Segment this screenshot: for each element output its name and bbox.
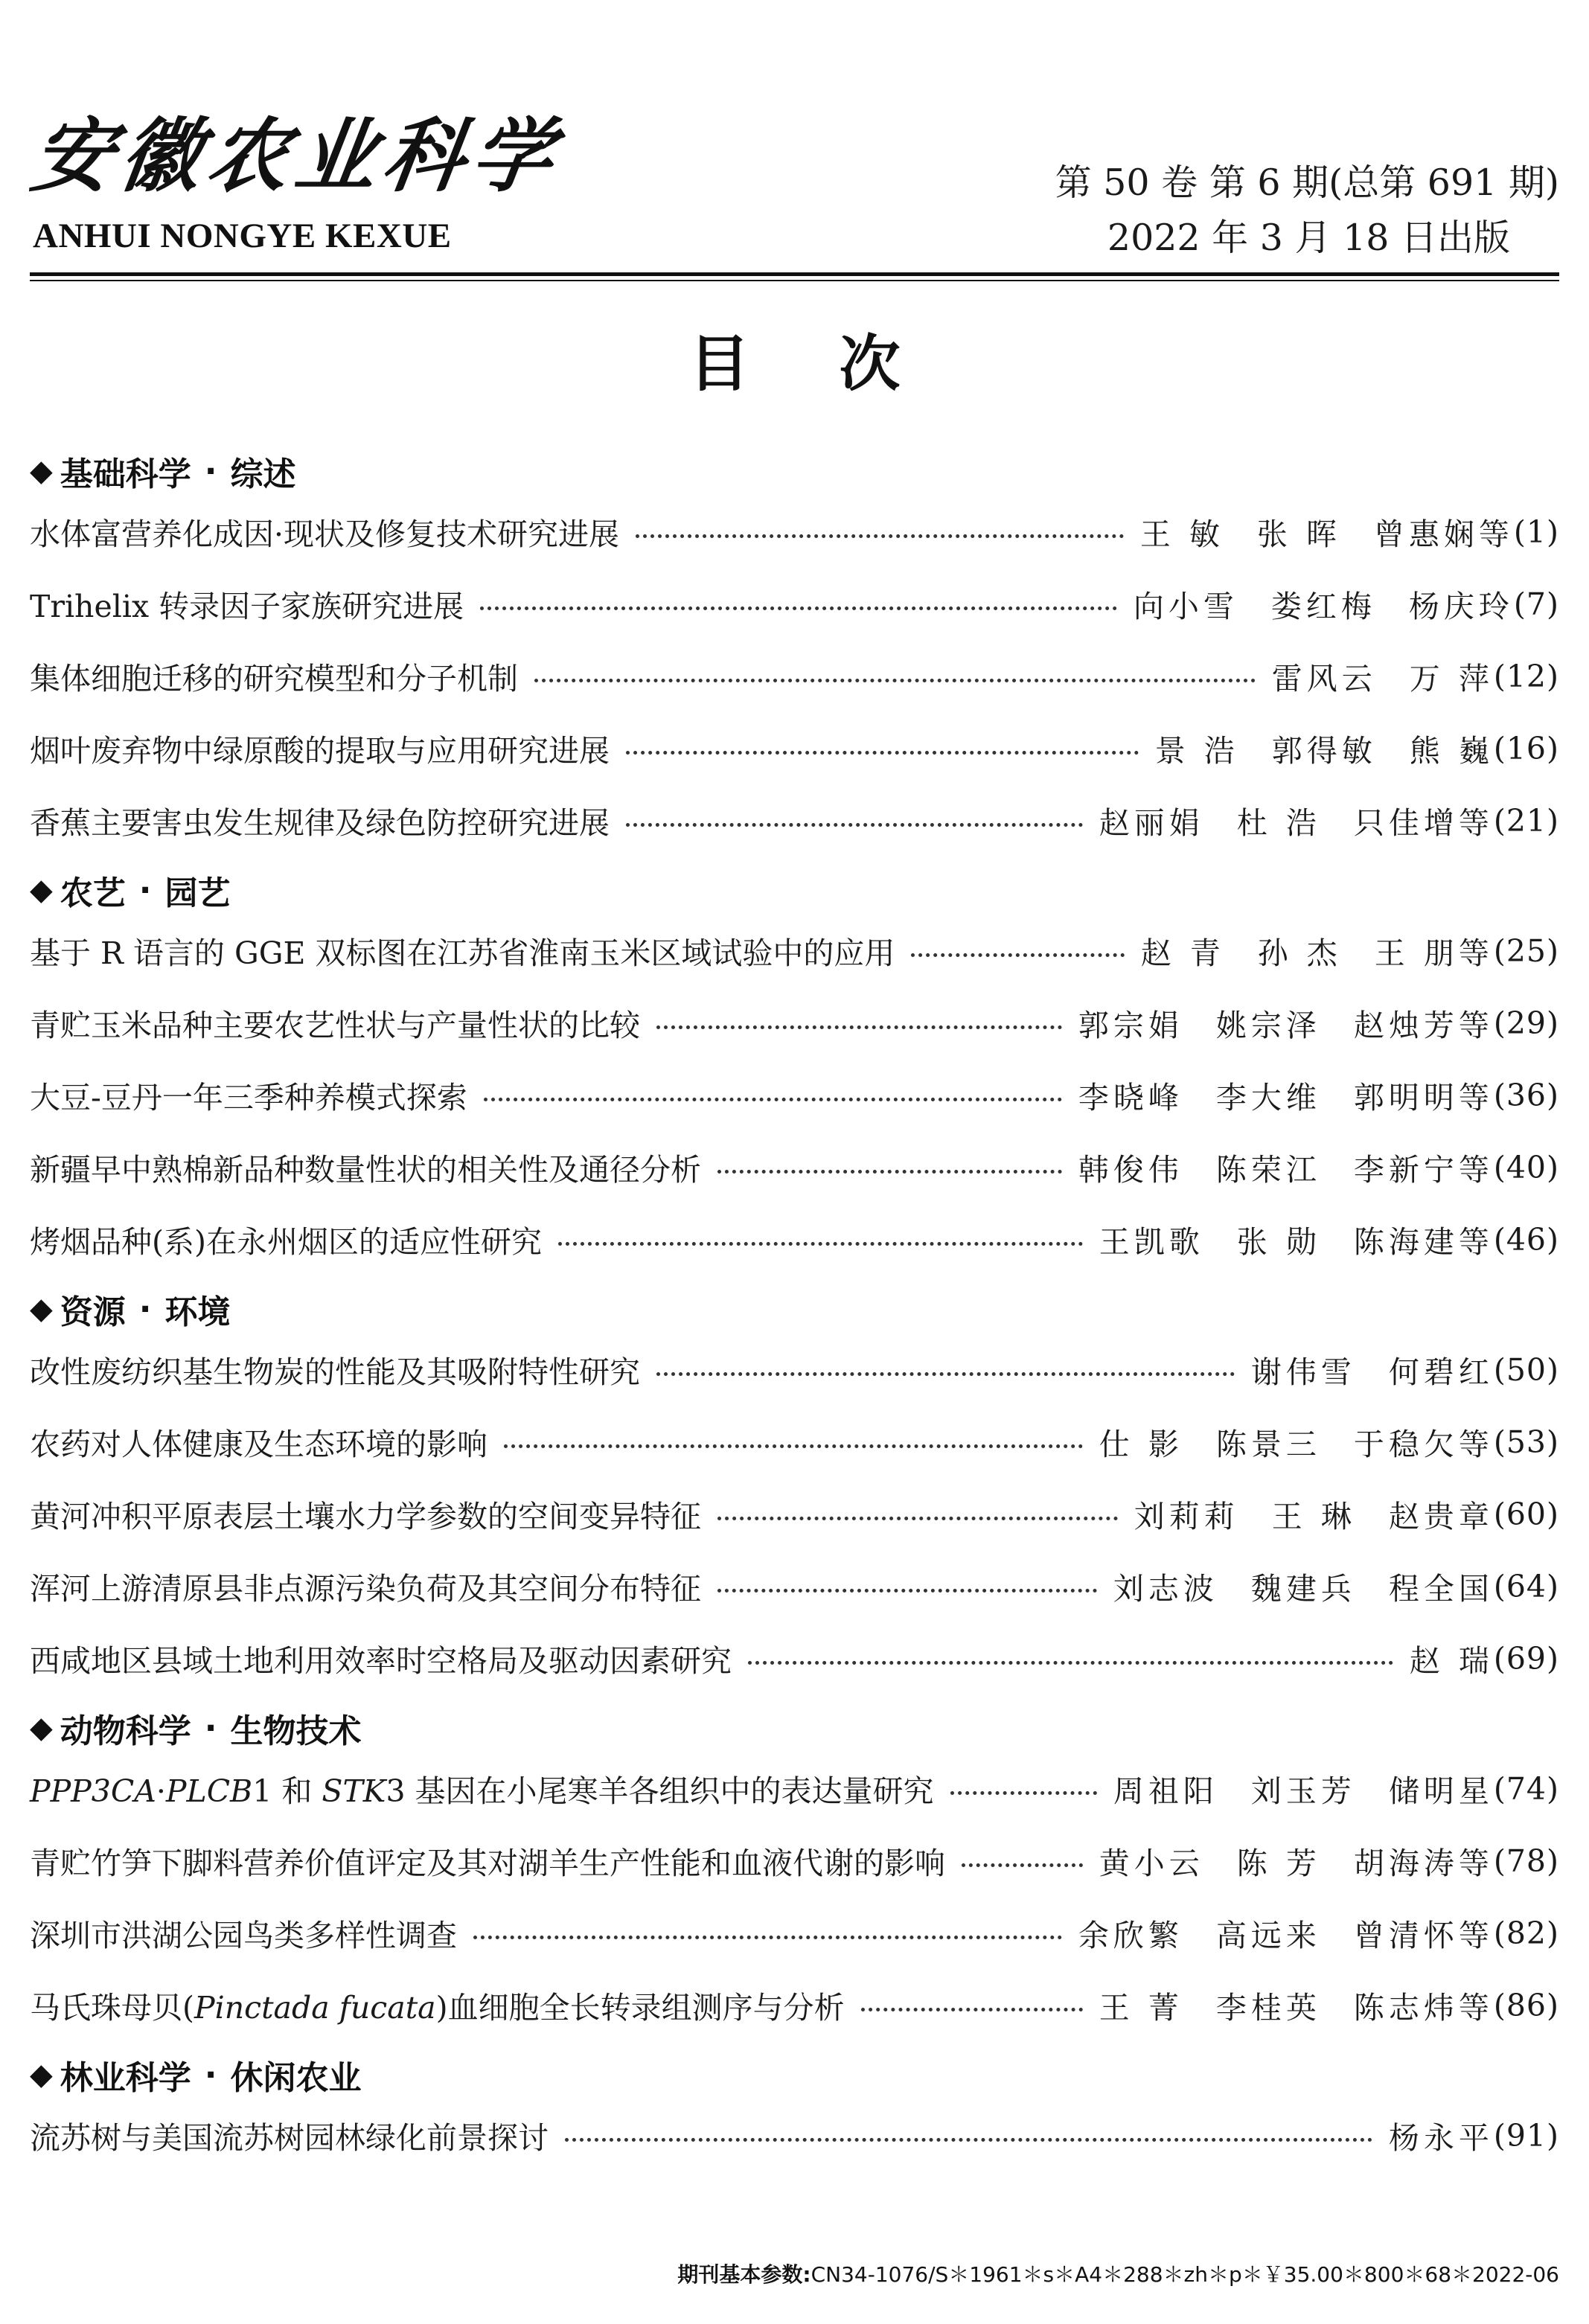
article-authors [1389,2113,1494,2157]
author-name: 程全国 [1388,1571,1494,1607]
dot-leader [504,1444,1083,1448]
dot-leader [717,1589,1097,1592]
dot-leader [484,1098,1062,1101]
toc-entry[interactable] [30,1334,1559,1406]
author-name: 陈荣江 [1215,1152,1321,1188]
dot-leader [534,679,1256,682]
author-name: 谢伟雪 [1250,1354,1356,1390]
article-authors [1140,510,1514,554]
author-name: 景 浩 [1154,733,1239,769]
dot-leader [950,1791,1097,1795]
dot-leader [480,606,1117,610]
article-authors [1099,798,1494,842]
author-name: 李晓峰 [1078,1080,1183,1115]
author-name: 周祖阳 [1113,1773,1218,1809]
toc-entry[interactable] [30,568,1559,640]
toc-entry[interactable] [30,2099,1559,2171]
author-name: 曾清怀等 [1353,1918,1494,1953]
article-title-part: 3 基因在小尾寒羊各组织中的表达量研究 [386,1773,934,1809]
author-name: 赵 青 [1140,935,1225,971]
diamond-bullet-icon: ◆ [30,2058,53,2092]
article-title: 西咸地区县域土地利用效率时空格局及驱动因素研究 [30,1643,732,1679]
diamond-bullet-icon: ◆ [30,1292,53,1326]
article-authors [1078,1911,1494,1955]
dot-leader [473,1936,1062,1939]
page-number: (82) [1493,1915,1559,1951]
toc-entry[interactable] [30,987,1559,1059]
article-authors [1141,929,1494,973]
dot-leader [748,1661,1393,1665]
author-name: 郭得敏 [1271,733,1377,769]
article-title: 烤烟品种(系)在永州烟区的适应性研究 [30,1224,542,1260]
article-title: 流苏树与美国流苏树园林绿化前景探讨 [30,2120,549,2156]
dot-leader [626,751,1139,755]
author-name: 郭明明等 [1353,1080,1494,1115]
author-name: 陈 芳 [1236,1846,1321,1881]
article-title: 大豆-豆丹一年三季种养模式探索 [30,1080,467,1115]
page-number: (53) [1493,1424,1559,1460]
toc-entry[interactable] [30,1550,1559,1622]
author-name: 赵烛芳等 [1353,1008,1494,1043]
article-title: 集体细胞迁移的研究模型和分子机制 [30,661,518,697]
article-authors [1078,1001,1494,1045]
toc-entry[interactable] [30,1897,1559,1969]
author-name: 赵丽娟 [1099,805,1204,841]
section-heading [30,865,1559,915]
article-title: 香蕉主要害虫发生规律及绿色防控研究进展 [30,805,610,841]
section-heading-part: 资源 [60,1293,126,1331]
author-name: 杜 浩 [1236,805,1321,841]
toc-section [30,1703,1559,2041]
article-title: 水体富营养化成因·现状及修复技术研究进展 [30,516,620,552]
article-title [30,1767,934,1811]
author-name: 赵 瑞 [1409,1643,1494,1679]
header-rule-thin [30,280,1559,281]
journal-title-en: ANHUI NONGYE KEXUE [33,217,452,255]
author-name: 只佳增等 [1353,805,1494,841]
author-name: 张 勋 [1236,1224,1321,1260]
page-number: (25) [1493,932,1559,969]
author-name: 黄小云 [1099,1846,1204,1881]
toc-entry[interactable] [30,915,1559,987]
section-heading-separator: · [204,452,217,490]
page-number: (21) [1493,802,1559,839]
diamond-bullet-icon: ◆ [30,1711,53,1745]
author-name: 熊 巍 [1409,733,1494,769]
author-name: 储明星 [1388,1773,1494,1809]
toc-entry[interactable] [30,1825,1559,1897]
author-name: 杨庆玲 [1408,589,1514,624]
author-name: 赵贵章 [1388,1499,1494,1534]
dot-leader [717,1170,1062,1174]
dot-leader [626,823,1083,827]
author-name: 余欣繁 [1078,1918,1183,1953]
article-title: 青贮竹笋下脚料营养价值评定及其对湖羊生产性能和血液代谢的影响 [30,1846,945,1881]
author-name: 娄红梅 [1270,589,1376,624]
article-authors [1113,1564,1494,1608]
author-name: 王 敏 [1139,516,1224,552]
article-authors [1113,1767,1494,1811]
author-name: 刘志波 [1113,1571,1218,1607]
author-name: 陈志炜等 [1353,1990,1494,2026]
article-title: 烟叶废弃物中绿原酸的提取与应用研究进展 [30,733,610,769]
toc-entry[interactable] [30,1131,1559,1203]
section-heading-part: 农艺 [60,874,126,912]
section-heading-part: 生物技术 [230,1712,362,1750]
article-authors [1099,1839,1494,1883]
section-heading-separator: · [138,871,152,909]
article-title: Trihelix 转录因子家族研究进展 [30,589,464,624]
article-title: 浑河上游清原县非点源污染负荷及其空间分布特征 [30,1571,701,1607]
toc-entry[interactable] [30,1752,1559,1825]
section-heading [30,1284,1559,1334]
author-name: 张 晖 [1256,516,1341,552]
toc-section [30,1284,1559,1694]
page-number: (74) [1493,1770,1559,1807]
page-number: (16) [1493,730,1559,766]
author-name: 王 琳 [1271,1499,1356,1534]
article-authors [1272,654,1494,698]
toc-section [30,2050,1559,2171]
article-title-part: )血细胞全长转录组测序与分析 [435,1990,845,2026]
page-number: (50) [1493,1351,1559,1388]
article-authors [1099,1983,1494,2027]
toc-entry[interactable] [30,1622,1559,1694]
section-heading-part: 休闲农业 [230,2059,362,2097]
author-name: 刘莉莉 [1134,1499,1239,1534]
author-name: 王 朋等 [1374,935,1494,971]
author-name: 刘玉芳 [1250,1773,1356,1809]
article-title: 深圳市洪湖公园鸟类多样性调查 [30,1918,457,1953]
page-number: (78) [1493,1843,1559,1879]
page-number: (86) [1493,1987,1559,2023]
article-title-part: PPP3CA [30,1773,156,1809]
author-name: 向小雪 [1133,589,1238,624]
article-authors [1099,1217,1494,1261]
article-authors [1134,582,1514,626]
toc-entry[interactable] [30,1203,1559,1275]
toc-section [30,446,1559,857]
dot-leader [717,1517,1118,1520]
toc-entry[interactable] [30,1059,1559,1131]
page-number: (91) [1493,2117,1559,2154]
diamond-bullet-icon: ◆ [30,873,53,907]
author-name: 李新宁等 [1353,1152,1494,1188]
section-heading-part: 综述 [230,455,296,493]
article-title-part: · [156,1773,166,1809]
dot-leader [656,1372,1235,1376]
author-name: 姚宗泽 [1215,1008,1321,1043]
article-title-part: 马氏珠母贝( [30,1990,194,2026]
author-name: 陈海建等 [1353,1224,1494,1260]
section-heading-part: 基础科学 [60,455,191,493]
page-number: (60) [1493,1496,1559,1532]
section-heading-part: 环境 [164,1293,231,1331]
publication-date: 2022 年 3 月 18 日出版 [1107,217,1510,259]
journal-parameters-value: CN34-1076/S＊1961＊s＊A4＊288＊zh＊p＊￥35.00＊800＊68＊2022-06 [811,2262,1559,2287]
dot-leader [911,953,1124,957]
section-heading-separator: · [204,1709,217,1747]
journal-parameters [677,2259,1559,2288]
author-name: 杨永平 [1388,2120,1494,2156]
page-number: (12) [1493,658,1559,694]
dot-leader [565,2138,1372,2142]
article-title-part: PLCB [165,1773,253,1809]
author-name: 孙 杰 [1257,935,1342,971]
section-heading-part: 林业科学 [60,2059,191,2097]
toc-entry[interactable] [30,784,1559,857]
author-name: 李桂英 [1215,1990,1321,2026]
page-number: (36) [1493,1077,1559,1113]
toc-entry[interactable] [30,1406,1559,1478]
author-name: 胡海涛等 [1353,1846,1494,1881]
dot-leader [861,2008,1083,2011]
author-name: 李大维 [1215,1080,1321,1115]
author-name: 王 菁 [1099,1990,1183,2026]
article-title: 改性废纺织基生物炭的性能及其吸附特性研究 [30,1354,640,1390]
article-authors [1155,726,1494,770]
journal-logo-cn: 安徽农业科学 [26,109,566,203]
article-authors [1134,1492,1494,1536]
author-name: 仕 影 [1099,1427,1183,1462]
author-name: 万 萍 [1409,661,1494,697]
article-authors [1251,1348,1494,1392]
masthead [26,109,1559,283]
article-title: 黄河冲积平原表层土壤水力学参数的空间变异特征 [30,1499,701,1534]
section-heading [30,446,1559,496]
page-number: (69) [1493,1640,1559,1677]
issue-info: 第 50 卷 第 6 期(总第 691 期) [1055,161,1559,204]
dot-leader [636,534,1124,538]
toc-section [30,865,1559,1275]
author-name: 于稳欠等 [1353,1427,1494,1462]
page-number: (29) [1493,1005,1559,1041]
article-authors [1078,1145,1494,1189]
dot-leader [558,1242,1083,1246]
header-rule-thick [30,272,1559,276]
dot-leader [656,1025,1062,1029]
article-authors [1410,1636,1494,1680]
section-heading-part: 动物科学 [60,1712,191,1750]
page-number: (7) [1513,586,1559,622]
author-name: 高远来 [1215,1918,1321,1953]
toc-entry[interactable] [30,1969,1559,2041]
dot-leader [962,1863,1083,1867]
author-name: 韩俊伟 [1078,1152,1183,1188]
toc-entry[interactable] [30,640,1559,712]
author-name: 陈景三 [1215,1427,1321,1462]
article-title: 农药对人体健康及生态环境的影响 [30,1427,487,1462]
section-heading-separator: · [138,1290,152,1328]
section-heading [30,2050,1559,2099]
journal-parameters-label: 期刊基本参数: [677,2262,811,2287]
article-title-part: STK [322,1773,386,1809]
toc-entry[interactable] [30,712,1559,784]
toc-entry[interactable] [30,496,1559,568]
author-name: 雷风云 [1271,661,1377,697]
article-title [30,1983,845,2027]
page-number: (64) [1493,1568,1559,1604]
article-title-part: Pinctada fucata [194,1990,436,2026]
diamond-bullet-icon: ◆ [30,454,53,488]
page-number: (46) [1493,1221,1559,1258]
section-heading-separator: · [204,2055,217,2094]
toc-title: 目次 [688,329,990,400]
section-heading [30,1703,1559,1752]
toc-entry[interactable] [30,1478,1559,1550]
article-title: 新疆早中熟棉新品种数量性状的相关性及通径分析 [30,1152,701,1188]
author-name: 郭宗娟 [1078,1008,1183,1043]
article-title: 青贮玉米品种主要农艺性状与产量性状的比较 [30,1008,640,1043]
article-title: 基于 R 语言的 GGE 双标图在江苏省淮南玉米区域试验中的应用 [30,935,895,971]
author-name: 王凯歌 [1099,1224,1204,1260]
author-name: 魏建兵 [1250,1571,1356,1607]
page-number: (40) [1493,1149,1559,1185]
section-heading-part: 园艺 [164,874,231,912]
article-authors [1078,1073,1494,1117]
author-name: 何碧红 [1388,1354,1494,1390]
page-number: (1) [1513,513,1559,550]
author-name: 曾惠娴等 [1373,516,1514,552]
table-of-contents [30,446,1559,2171]
article-title-part: 1 和 [252,1773,322,1809]
article-authors [1099,1420,1494,1464]
